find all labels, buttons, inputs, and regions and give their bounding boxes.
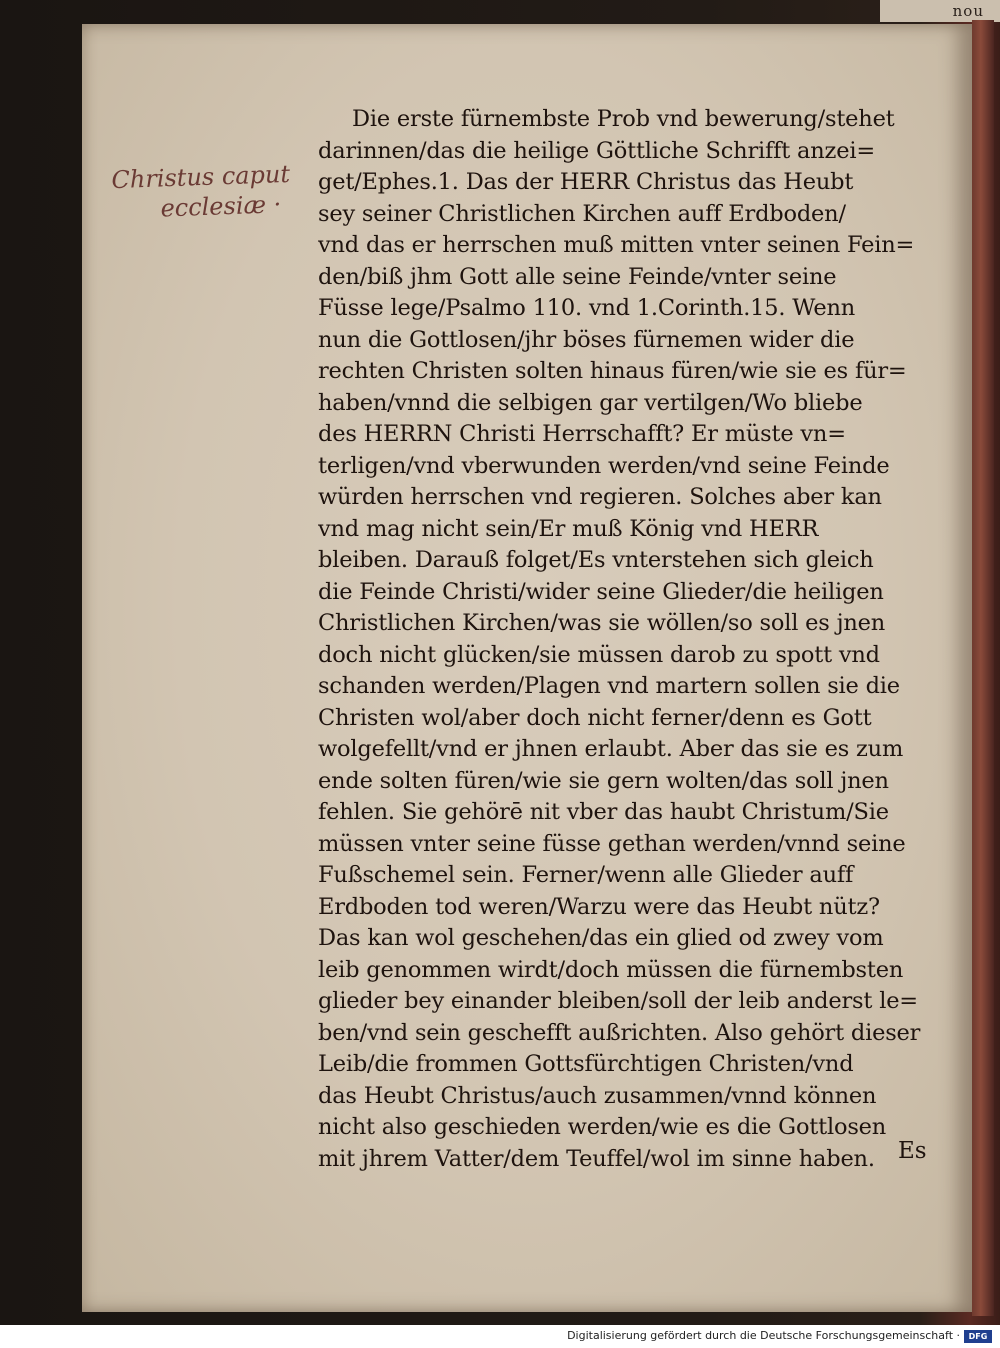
text-line: sey seiner Christlichen Kirchen auff Erdboden/ — [318, 200, 846, 227]
book-edge — [972, 20, 994, 1316]
top-page-strip — [880, 0, 1000, 22]
text-line: get/Ephes.1. Das der HERR Christus das Heubt — [318, 169, 854, 195]
text-line: Christlichen Kirchen/was sie wöllen/so soll es jnen — [318, 610, 886, 636]
text-line: ben/vnd sein geschefft außrichten. Also gehört dieser — [318, 1019, 921, 1046]
body-text — [318, 104, 938, 1175]
text-line: vnd mag nicht sein/Er muß König vnd HERR — [318, 515, 819, 542]
text-line: vnd das er herrschen muß mitten vnter seinen Fein= — [318, 232, 915, 258]
text-line: wolgefellt/vnd er jhnen erlaubt. Aber das sie es zum — [318, 736, 904, 762]
text-line: Leib/die frommen Gottsfürchtigen Christen/vnd — [318, 1051, 854, 1077]
text-line: Füsse lege/Psalmo 110. vnd 1.Corinth.15. Wenn — [318, 295, 856, 321]
footer-bar — [0, 1325, 1000, 1348]
text-line: Christen wol/aber doch nicht ferner/denn es Gott — [318, 704, 872, 731]
text-line: Erdboden tod weren/Warzu were das Heubt nütz? — [318, 893, 880, 920]
text-line: doch nicht glücken/sie müssen darob zu spott vnd — [318, 641, 880, 668]
text-line: Fußschemel sein. Ferner/wenn alle Glieder auff — [318, 862, 854, 888]
text-line: das Heubt Christus/auch zusammen/vnnd können — [318, 1082, 877, 1109]
margin-note-line: ecclesiæ · — [160, 190, 282, 223]
text-line: bleiben. Darauß folget/Es vnterstehen sich gleich — [318, 547, 874, 573]
text-line: rechten Christen solten hinaus füren/wie sie es für= — [318, 358, 907, 384]
text-line: nicht also geschieden werden/wie es die Gottlosen — [318, 1114, 887, 1140]
text-line: glieder bey einander bleiben/soll der leib anderst le= — [318, 988, 918, 1014]
margin-note-line: Christus caput — [111, 159, 291, 195]
text-line: Die erste fürnembste Prob vnd bewerung/stehet — [352, 106, 895, 132]
funding-notice: Digitalisierung gefördert durch die Deutsche Forschungsgemeinschaft · — [567, 1329, 960, 1342]
text-line: terligen/vnd vberwunden werden/vnd seine Feinde — [318, 452, 890, 479]
text-line: nun die Gottlosen/jhr böses fürnemen wider die — [318, 326, 855, 353]
margin-annotation — [111, 159, 293, 225]
text-line: würden herrschen vnd regieren. Solches aber kan — [318, 484, 882, 510]
text-line: schanden werden/Plagen vnd martern sollen sie die — [318, 673, 900, 699]
text-line: des HERRN Christi Herrschafft? Er müste vn= — [318, 421, 846, 447]
text-line: haben/vnnd die selbigen gar vertilgen/Wo bliebe — [318, 389, 863, 416]
text-line: darinnen/das die heilige Göttliche Schrifft anzei= — [318, 137, 875, 164]
catchword: Es — [898, 1138, 927, 1164]
corner-text: nou — [952, 2, 984, 20]
text-line: leib genommen wirdt/doch müssen die fürnembsten — [318, 956, 904, 983]
text-line: fehlen. Sie gehörē nit vber das haubt Christum/Sie — [318, 799, 889, 825]
text-line: müssen vnter seine füsse gethan werden/vnnd seine — [318, 830, 906, 857]
text-line: mit jhrem Vatter/dem Teuffel/wol im sinne haben. — [318, 1145, 875, 1172]
text-line: die Feinde Christi/wider seine Glieder/die heiligen — [318, 578, 884, 605]
dfg-logo: DFG — [964, 1330, 992, 1343]
text-line: ende solten füren/wie sie gern wolten/das soll jnen — [318, 767, 889, 794]
text-line: Das kan wol geschehen/das ein glied od zwey vom — [318, 925, 884, 951]
text-line: den/biß jhm Gott alle seine Feinde/vnter seine — [318, 263, 837, 290]
